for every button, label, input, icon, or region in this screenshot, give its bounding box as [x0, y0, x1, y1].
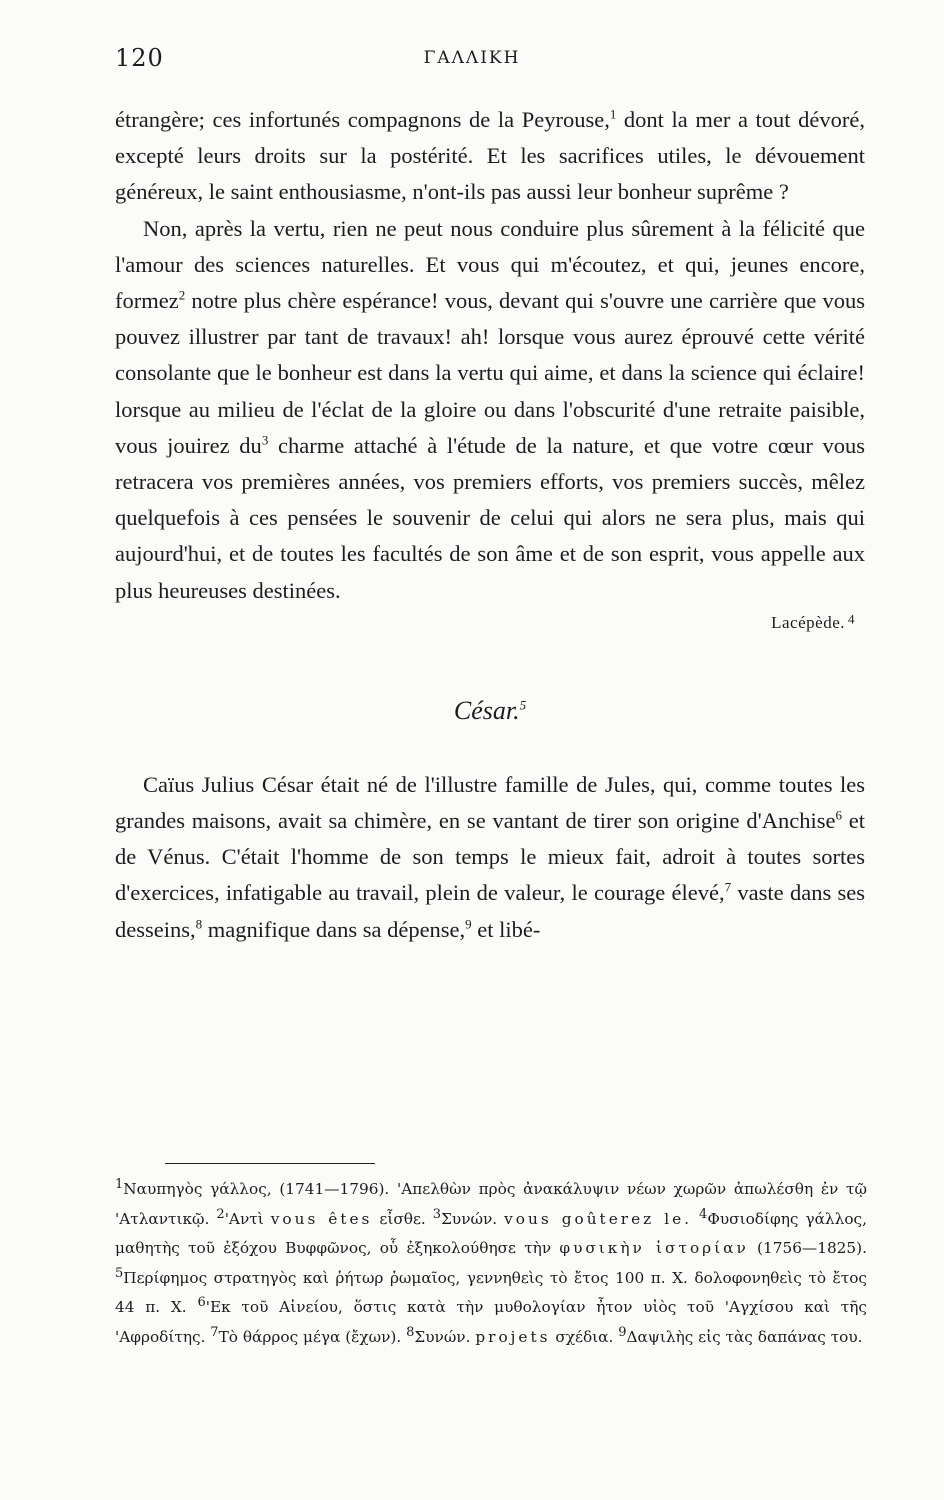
footnote-2: 'Αντὶ [224, 1209, 271, 1228]
footnote-ref-6: 6 [835, 807, 842, 823]
paragraph-2: Non, après la vertu, rien ne peut nous conduire plus sûrement à la félicité que l'amour des sciences naturelles. Et vous qui m'écoutez, et qui, jeunes encore, formez$^2$ notre plus chère espérance! vous, devant qui s'ouvre une carrière que vous pouvez illustrer par tant de travaux! ah! lorsque vous aurez éprouvé cette vérité consolante que le bonheur est dans la vertu qui aime, et dans la science qui éclaire! lorsque au milieu de l'éclat de la gloire ou dans l'obscurité d'une retraite paisible, vous jouirez $du^3$ charme attaché à l'étude de la nature, et que votre cœur vous retracera vos premières années, vos premiers efforts, vos premiers succès, mêlez quelquefois à ces pensées le souvenir de celui qui alors ne sera plus, mais qui aujourd'hui, et de toutes les facultés de son âme et de son esprit, vous appelle aux plus heureuses destinées. [115, 215, 865, 603]
footnote-marker-1: 1 [115, 1176, 124, 1192]
footnote-marker-5: 5 [115, 1265, 124, 1281]
footnote-ref-1: 1 [609, 106, 617, 122]
footnote-ref-9: 9 [465, 916, 472, 932]
footnote-ref-5: 5 [519, 697, 527, 713]
footnote-ref-4: 4 [848, 611, 855, 627]
footnote-ref-2: 2 [178, 287, 186, 303]
running-title: ΓΑΛΛΙΚΗ [423, 48, 521, 68]
attribution: Lacépède. $^4$ [771, 611, 855, 632]
footnote-marker-2: 2 [216, 1206, 225, 1222]
paragraph-3: Caïus Julius César était né de l'illustre famille de Jules, qui, comme toutes les grandes maisons, avait sa chimère, en se vantant de tirer son origine d'Anchise$^6$ et de Vénus. C'était l'homme de son temps le mieux fait, adroit à toutes sortes d'exercices, infatigable au travail, plein de valeur, le courage élevé,$^7$ vaste dans ses desseins,$^8$ magnifique dans sa dépense,$^9$ et libé- [115, 771, 865, 942]
footnote-4: Φυσιοδίφης γάλλος, μαθητὴς τοῦ ἐξόχου Βυφφῶνος, οὗ ἐξηκολούθησε τὴν [115, 1209, 867, 1257]
footnote-8: Συνών. [414, 1327, 476, 1346]
footnote-9: Δαψιλὴς εἰς τὰς δαπάνας του. [626, 1327, 863, 1346]
footnote-rule [165, 1163, 375, 1164]
footnote-1: Ναυπηγὸς γάλλος, (1741—1796). [123, 1180, 397, 1198]
paragraph-1: étrangère; ces infortunés compagnons de la Peyrouse,$^1$ dont la mer a tout dévoré, excepté leurs droits sur la postérité. Et les sacrifices utiles, le dévouement généreux, le saint enthousiasme, n'ont-ils pas aussi leur bonheur suprême ? [115, 106, 865, 205]
main-text [115, 102, 865, 948]
footnote-marker-8: 8 [406, 1324, 415, 1340]
footnote-ref-8: 8 [195, 916, 203, 932]
footnote-5: Περίφημος στρατηγὸς καὶ ῥήτωρ ῥωμαῖος, γεννηθεὶς τὸ ἔτος 100 π. Χ. δολοφονηθεὶς τὸ ἔτος 44 π. Χ. [115, 1268, 867, 1316]
footnote-7: Τὸ θάρρος μέγα (ἔχων). [218, 1327, 407, 1346]
footnote-marker-9: 9 [618, 1324, 627, 1340]
section-title: César.$^5$ [453, 695, 527, 725]
page-number: 120 [115, 44, 164, 72]
footnote-marker-7: 7 [210, 1324, 219, 1340]
footnote-marker-3: 3 [432, 1206, 442, 1222]
footnotes: $^1$Ναυπηγὸς γάλλος, (1741—1796). 'Απελθὼν πρὸς ἀνακάλυψιν νέων χωρῶν ἀπωλέσθη ἐν τῷ 'Ατλαντικῷ. $^2$'Αντὶ vous êtes εἶσθε. $^3$Συνών. vous goûterez le. $^4$Φυσιοδίφης γάλλος, μαθητὴς τοῦ ἐξόχου Βυφφῶνος, οὗ ἐξηκολούθησε τὴν φυσικὴν ἱστορίαν (1756—1825). $^5$Περίφημος στρατηγὸς καὶ ῥήτωρ ῥωμαῖος, γεννηθεὶς τὸ ἔτος 100 π. Χ. δολοφονηθεὶς τὸ ἔτος 44 π. Χ. $^6$'Εκ τοῦ Αἰνείου, ὅστις κατὰ τὴν μυθολογίαν ἦτον υἱὸς τοῦ 'Αγχίσου καὶ τῆς 'Αφροδίτης. $^7$Τὸ θάρρος μέγα (ἔχων). $^8$Συνών. projets σχέδια. $^9$Δαψιλὴς εἰς τὰς δαπάνας του. [115, 1176, 867, 1346]
footnote-marker-6: 6 [197, 1294, 206, 1310]
footnote-6: 'Εκ τοῦ Αἰνείου, ὅστις κατὰ τὴν μυθολογίαν ἦτον υἱὸς τοῦ 'Αγχίσου καὶ τῆς 'Αφροδίτης. [115, 1298, 867, 1346]
footnote-3: Συνών. [441, 1209, 505, 1228]
footnote-ref-7: 7 [724, 879, 732, 895]
footnote-marker-4: 4 [699, 1206, 708, 1222]
footnote-ref-3: 3 [261, 432, 269, 448]
